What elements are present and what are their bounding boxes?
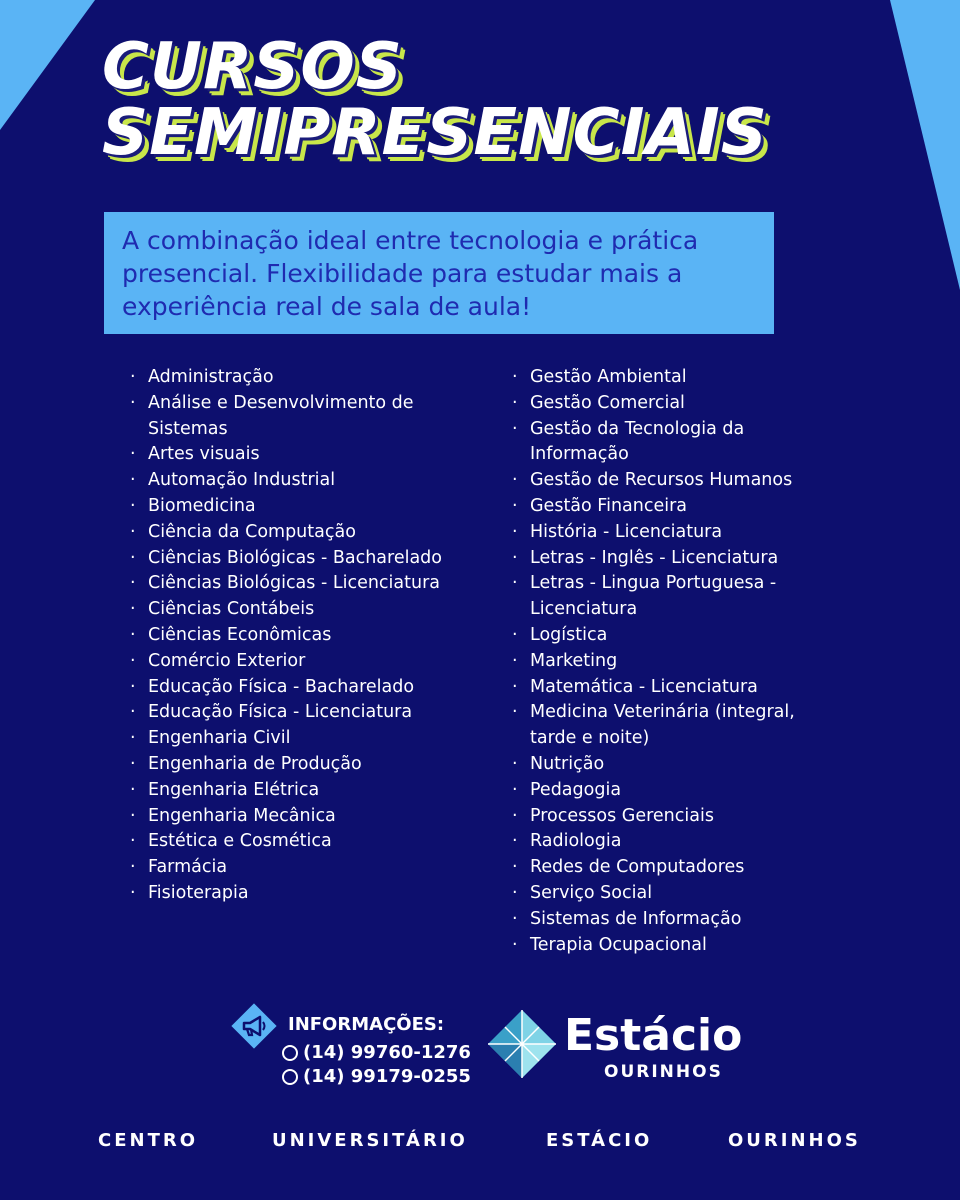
bullet-icon: ·: [130, 444, 136, 465]
course-item: [512, 907, 842, 933]
course-item: [512, 623, 842, 649]
course-name: Gestão Financeira: [530, 495, 688, 516]
course-name: Biomedicina: [148, 495, 256, 516]
course-name: Farmácia: [148, 857, 228, 878]
phone-number-1[interactable]: [282, 1042, 471, 1063]
course-name: Medicina Veterinária (integral, tarde e noite): [530, 702, 795, 749]
course-item: [512, 417, 842, 469]
course-item: [512, 933, 842, 959]
course-name: Automação Industrial: [148, 470, 336, 491]
bullet-icon: ·: [512, 418, 518, 439]
whatsapp-icon: [282, 1069, 298, 1085]
course-item: [512, 675, 842, 701]
bullet-icon: ·: [512, 805, 518, 826]
course-item: [512, 752, 842, 778]
course-name: Educação Física - Licenciatura: [148, 702, 413, 723]
bullet-icon: ·: [512, 934, 518, 955]
course-name: Redes de Computadores: [530, 857, 745, 878]
course-name: Ciências Biológicas - Bacharelado: [148, 547, 442, 568]
bullet-icon: ·: [130, 495, 136, 516]
course-name: Letras - Inglês - Licenciatura: [530, 547, 779, 568]
course-item: [512, 778, 842, 804]
bullet-icon: ·: [130, 470, 136, 491]
course-name: Marketing: [530, 650, 618, 671]
course-item: [130, 649, 460, 675]
course-item: [130, 520, 460, 546]
course-list-right: [512, 365, 842, 958]
megaphone-icon: [226, 998, 282, 1054]
logo-name: Estácio: [564, 1010, 743, 1061]
course-item: [130, 829, 460, 855]
bullet-icon: ·: [512, 650, 518, 671]
course-item: [130, 442, 460, 468]
course-name: Ciência da Computação: [148, 521, 356, 542]
bullet-icon: ·: [512, 702, 518, 723]
phone-number-1-text: (14) 99760-1276: [303, 1042, 471, 1063]
course-name: Administração: [148, 367, 274, 387]
course-name: Comércio Exterior: [148, 650, 306, 671]
footer-word-4: OURINHOS: [728, 1130, 861, 1151]
course-item: [512, 571, 842, 623]
course-item: [512, 520, 842, 546]
course-item: [130, 391, 460, 443]
bullet-icon: ·: [130, 624, 136, 645]
course-name: Engenharia Elétrica: [148, 779, 320, 800]
bullet-icon: ·: [512, 573, 518, 594]
corner-decoration-left: [0, 0, 95, 130]
course-list-left: [130, 365, 460, 907]
course-name: Processos Gerenciais: [530, 805, 714, 826]
title-line-2: SEMIPRESENCIAIS: [102, 96, 768, 170]
course-name: Fisioterapia: [148, 882, 249, 903]
bullet-icon: ·: [130, 805, 136, 826]
course-item: [130, 571, 460, 597]
course-name: Sistemas de Informação: [530, 908, 742, 929]
course-item: [512, 494, 842, 520]
course-item: [130, 855, 460, 881]
course-item: [130, 752, 460, 778]
course-item: [512, 649, 842, 675]
course-name: Gestão Ambiental: [530, 367, 687, 387]
bullet-icon: ·: [512, 753, 518, 774]
course-item: [512, 365, 842, 391]
course-item: [512, 804, 842, 830]
course-item: [512, 700, 842, 752]
whatsapp-icon: [282, 1045, 298, 1061]
bullet-icon: ·: [130, 367, 136, 387]
course-item: [130, 597, 460, 623]
subtitle-box: [104, 212, 774, 334]
course-name: Gestão Comercial: [530, 392, 685, 413]
phone-number-2[interactable]: [282, 1066, 471, 1087]
course-name: Ciências Econômicas: [148, 624, 332, 645]
course-item: [512, 881, 842, 907]
bullet-icon: ·: [130, 676, 136, 697]
course-name: Radiologia: [530, 831, 622, 852]
logo-diamond-icon: [486, 1008, 558, 1080]
course-item: [130, 675, 460, 701]
bullet-icon: ·: [130, 547, 136, 568]
course-name: Ciências Biológicas - Licenciatura: [148, 573, 441, 594]
course-name: Ciências Contábeis: [148, 599, 315, 620]
course-item: [130, 804, 460, 830]
course-item: [130, 546, 460, 572]
bullet-icon: ·: [512, 831, 518, 852]
course-name: Análise e Desenvolvimento de Sistemas: [148, 392, 414, 439]
bullet-icon: ·: [130, 599, 136, 620]
bullet-icon: ·: [130, 882, 136, 903]
page-title: [102, 30, 902, 170]
bullet-icon: ·: [512, 857, 518, 878]
course-item: [512, 855, 842, 881]
course-item: [130, 468, 460, 494]
phone-number-2-text: (14) 99179-0255: [303, 1066, 471, 1087]
bullet-icon: ·: [512, 779, 518, 800]
course-item: [512, 829, 842, 855]
bullet-icon: ·: [512, 676, 518, 697]
bullet-icon: ·: [512, 882, 518, 903]
bullet-icon: ·: [512, 470, 518, 491]
bullet-icon: ·: [130, 728, 136, 749]
bullet-icon: ·: [512, 624, 518, 645]
course-name: Nutrição: [530, 753, 605, 774]
course-item: [512, 546, 842, 572]
bullet-icon: ·: [130, 392, 136, 413]
bullet-icon: ·: [130, 831, 136, 852]
footer: [0, 1130, 960, 1154]
course-name: Artes visuais: [148, 444, 260, 465]
course-item: [130, 623, 460, 649]
bullet-icon: ·: [130, 753, 136, 774]
course-item: [130, 494, 460, 520]
course-name: Gestão da Tecnologia da Informação: [530, 418, 745, 465]
course-name: Letras - Lingua Portuguesa - Licenciatura: [530, 573, 777, 620]
logo-subtitle: OURINHOS: [604, 1062, 723, 1082]
course-name: Estética e Cosmética: [148, 831, 332, 852]
info-title: INFORMAÇÕES:: [288, 1014, 445, 1035]
bullet-icon: ·: [512, 367, 518, 387]
footer-word-1: CENTRO: [98, 1130, 199, 1151]
course-name: História - Licenciatura: [530, 521, 723, 542]
course-item: [512, 468, 842, 494]
course-name: Terapia Ocupacional: [530, 934, 707, 955]
course-name: Matemática - Licenciatura: [530, 676, 758, 697]
course-name: Engenharia de Produção: [148, 753, 362, 774]
title-line-1: CURSOS: [102, 30, 403, 104]
course-item: [130, 365, 460, 391]
course-item: [130, 778, 460, 804]
footer-word-3: ESTÁCIO: [546, 1130, 653, 1151]
bullet-icon: ·: [512, 521, 518, 542]
course-item: [130, 726, 460, 752]
course-name: Engenharia Mecânica: [148, 805, 336, 826]
bullet-icon: ·: [512, 547, 518, 568]
course-item: [512, 391, 842, 417]
bullet-icon: ·: [130, 521, 136, 542]
bullet-icon: ·: [130, 702, 136, 723]
course-name: Pedagogia: [530, 779, 622, 800]
course-name: Educação Física - Bacharelado: [148, 676, 415, 697]
bullet-icon: ·: [512, 392, 518, 413]
bullet-icon: ·: [130, 573, 136, 594]
course-name: Gestão de Recursos Humanos: [530, 470, 793, 491]
bullet-icon: ·: [512, 908, 518, 929]
bullet-icon: ·: [130, 857, 136, 878]
bullet-icon: ·: [512, 495, 518, 516]
course-name: Serviço Social: [530, 882, 653, 903]
subtitle-text: A combinação ideal entre tecnologia e prática presencial. Flexibilidade para estudar mais a experiência real de sala de aula!: [122, 226, 699, 321]
bullet-icon: ·: [130, 779, 136, 800]
course-name: Engenharia Civil: [148, 728, 291, 749]
bullet-icon: ·: [130, 650, 136, 671]
course-name: Logística: [530, 624, 608, 645]
course-item: [130, 700, 460, 726]
course-item: [130, 881, 460, 907]
footer-word-2: UNIVERSITÁRIO: [272, 1130, 468, 1151]
